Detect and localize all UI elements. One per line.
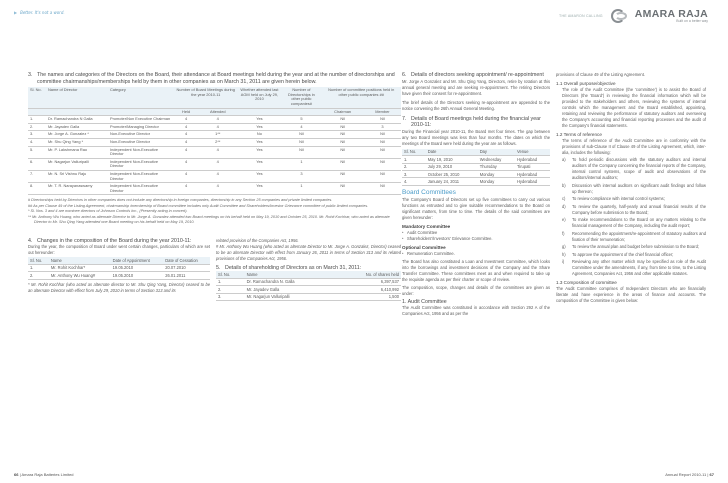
board-meetings-table: Sl. No. Date Day Venue 1. May 19, 2010 Wednesday Hyderabad 2. July 29, 2010 Thursday Tirupati 3. October 25, 2010 Monday Hyderabad 4. January 24, 2011 Monday Hyderabad: [402, 149, 550, 186]
list-item: i) Reviewing any other matter which may be specified as role of the Audit Committee under the amendments, if any, from time to time, to the Listing Agreement, Companies Act, 1956 and other applicable statutes.: [562, 259, 706, 276]
table-footnotes: # Directorships held by Directors in other companies does not include any directorship in foreign companies, directorship in any Section 25 companies and private limited companies. ## As per Clause 49 of the Listing Agreement, chairmanship /membership of Board committee includes only Audit Committee and Shareholders/Investor Grievance committee of public limited companies. * Sl. Nos. 3 and 4 are nominee directors of Johnson Controls Inc., (Presently acting in concert). ** Mr. Anthony Wu Huang, who acted as alternate Director to Mr. Jorge A. Gonzalez attended two Board meetings on his behalf held on May 19, 2010 and October 25, 2010. Mr. Rohit Kochhar, who acted as alternate Director to Mr. Shu Qing Yang attended one Board meeting on his behalf held on May 19, 2010.: [28, 198, 390, 225]
column-middle: 6. Details of directors seeking appointment/ re-appointment Mr. Jorge A Gonzalez and Mr. Shu Qing Yang, Directors, retire by rotation at this annual general meeting and are seeking re-appointment. The retiring Directors have given their consent for re-appointment. The brief details of the Directors seeking re-appointment are appended to the notice convening the 26th Annual General Meeting. 7. Details of Board meetings held during the financial year 2010-11: During the Financial year 2010-11, the Board met four times. The gap between any two Board meetings was less than four months. The dates on which the meetings of the Board were held during the year are as follows. Sl. No. Date Day Venue 1. May 19, 2010 Wednesday Hyderabad 2. July 29, 2010 Thursday Tirupati 3. October 25, 2010 Monday Hyderabad 4. January 24, 2011 Monday Hyderabad Board Committees The Company's Board of Directors set up five committees to carry out various functions as entrusted and to give suitable recommendations to the Board on significant matters, from time to time. The details of the said committees are given hereunder: Mandatory Committee • Audit Committee • Shareholders'/Investors' Grievance Committee. Optional Committee • Remuneration Committee. The Board has also constituted a Loan and Investment Committee, which looks into the borrowings and investment decisions of the Company and the Share Transfer Committee. These committees meet as and when required to take up the requisite agenda as per their charter or scope of review. The composition, scope, changes and details of the committees are given as under: 1. Audit Committee The Audit Committee was constituted in accordance with Section 292 A of the Companies Act, 1956 and as per the: [402, 72, 550, 317]
board-committees-heading: Board Committees: [402, 188, 456, 196]
section-6-title: 6. Details of directors seeking appointment/ re-appointment: [402, 72, 544, 78]
brand-name: AMARA RAJA Built on a better way: [634, 8, 708, 23]
table-row: 5. Mr. P. Lakshmana Rao Independent Non-Executive Director 4 4 Yes Nil Nil Nil: [28, 146, 401, 158]
list-item: f) Recommending the appointment/re-appointment of statutory auditors and fixation of their remuneration;: [562, 230, 706, 242]
table-row: 7. Mr. N. Sri Vishnu Raju Independent Non-Executive Director 4 4 Yes 3 Nil Nil: [28, 170, 401, 182]
list-item: d) To review the quarterly, half-yearly and annual financial results of the Company before submission to the Board;: [562, 203, 706, 215]
table-row: 2. July 29, 2010 Thursday Tirupati: [402, 163, 550, 170]
table-row: 8. Mr. T. R. Narayanaswamy Independent Non-Executive Director 4 4 Yes 1 Nil Nil: [28, 183, 401, 195]
table-row: 3. Mr. Nagarjun Valluripalli 1,500: [218, 294, 399, 300]
table-row: 1. Mr. Rohit Kochhar* 19.05.2010 20.07.2010: [28, 264, 210, 271]
table-row: 1. Dr. Ramachandra N Galla Promoter/Non Executive Chairman 4 4 Yes 5 Nil Nil: [28, 116, 401, 124]
table-row: 4. Mr. Shu Qing Yang * Non-Executive Director 4 2** Yes Nil Nil Nil: [28, 138, 401, 146]
list-item: a) To hold periodic discussions with the statutory auditors and internal auditors of the Company concerning the financial reports of the Company, internal control systems, scope of audit and observations of the auditors/internal auditors;: [562, 157, 706, 180]
th-name: Name of Director: [46, 87, 108, 108]
column-left: 3. The names and categories of the Directors on the Board, their attendance at Board meetings held during the year and at the number of directorships and committee chairmanships/memberships held by them in other companies as on March 31, 2011 are given herein below. Sl. No. Name of Director Category Number of Board Meetings during the year 2010-11 Whether attended last AGM held on July 29, 2010 Number of Directorships in other public companies# Number of committee positions held in other public companies ## Held Attended Chairman Member 1. Dr. Ramachandra N Galla Promoter/Non Executive Chairman 4 4 Yes 5 Nil Nil 2. Mr. Jayadev Galla Promoter/Managing Director 4 4 Yes 4 Nil 3 3. Mr. Jorge A. Gonzalez * Non-Executive Director 4 1** No Nil Nil Nil 4. Mr. Shu Qing Yang * Non-Executive Director 4 2** Yes Nil Nil Nil 5. Mr. P. Lakshmana Rao Independent Non-Executive Director 4 4 Yes Nil Nil Nil 6. Mr. Nagarjun Valluripalli Independent Non-Executive Director 4 4 Yes 1 Nil Nil 7. Mr. N. Sri Vishnu Raju Independent Non-Executive Director 4 4 Yes 3 Nil Nil 8. Mr. T. R. Narayanaswamy Independent Non-Executive Director 4 4 Yes 1 Nil Nil # Directorships held by Directors in other companies does not include any directorship in foreign companies, directorship in any Section 25 companies and private limited companies. ## As per Clause 49 of the Listing Agreement, chairmanship /membership of Board committee includes only Audit Committee and Shareholders/Investor Grievance committee of public limited companies. * Sl. Nos. 3 and 4 are nominee directors of Johnson Controls Inc., (Presently acting in concert). ** Mr. Anthony Wu Huang, who acted as alternate Director to Mr. Jorge A. Gonzalez attended two Board meetings on his behalf held on May 19, 2010 and October 25, 2010. Mr. Rohit Kochhar, who acted as alternate Director to Mr. Shu Qing Yang attended one Board meeting on his behalf held on May 19, 2010. 4. Changes in the composition of the Board during the year 2010-11: During the year, the composition of Board under went certain changes, particulars of which are set out hereunder: Sl. No. Name Date of Appointment Date of Cessation 1. Mr. Rohit Kochhar* 19.05.2010 20.07.2010 2. Mr. Anthony Wu Huang# 19.05.2010 26.01.2011 * Mr. Rohit Kochhar (who acted as alternate director to Mr. Shu Qing Yang, Director) ceased to be an alternate Director with effect from July 29, 2010 in terms of Section 313 and its related provision of the Companies Act, 1956. # Mr. Anthony Wu Huang (who acted as alternate Director to Mr. Jorge A. Gonzalez, Director) ceased to be an alternate Director with effect from January 26, 2011 in terms of Section 313 and its related provisions of the Companies Act, 1956. 5. Details of shareholding of Directors as on March 31, 2011: Sl. No. Name No. of shares held 1. Dr. Ramachandra N. Galla 6,397,537 2. Mr. Jayadev Galla 6,410,992 3. Mr. Nagarjun Valluripalli 1,500: [28, 72, 401, 300]
arrow-icon: ▶: [14, 10, 18, 15]
th-slno: Sl. No.: [28, 87, 46, 108]
table-row: 2. Mr. Anthony Wu Huang# 19.05.2010 26.01.2011: [28, 272, 210, 279]
footer-left: 66 | Amara Raja Batteries Limited: [14, 472, 74, 477]
table-row: 6. Mr. Nagarjun Valluripalli Independent Non-Executive Director 4 4 Yes 1 Nil Nil: [28, 158, 401, 170]
list-item: h) To approve the appointment of the chief financial officer;: [562, 251, 674, 257]
list-item: • Remuneration Committee.: [407, 251, 550, 257]
list-item: c) To review compliance with internal control systems;: [562, 196, 665, 201]
th-meetings: Number of Board Meetings during the year 2010-11: [174, 87, 237, 108]
header-brand: [559, 7, 708, 25]
section-3-title: 3. The names and categories of the Directors on the Board, their attendance at Board meetings held during the year and at the number of directorships and committee chairmanships/memberships held by them in other companies as on March 31, 2011 are given herein below.: [28, 72, 395, 85]
directors-table: Sl. No. Name of Director Category Number of Board Meetings during the year 2010-11 Whether attended last AGM held on July 29, 2010 Number of Directorships in other public companies# Number of committee positions held in other public companies ## Held Attended Chairman Member 1. Dr. Ramachandra N Galla Promoter/Non Executive Chairman 4 4 Yes 5 Nil Nil 2. Mr. Jayadev Galla Promoter/Managing Director 4 4 Yes 4 Nil 3 3. Mr. Jorge A. Gonzalez * Non-Executive Director 4 1** No Nil Nil Nil 4. Mr. Shu Qing Yang * Non-Executive Director 4 2** Yes Nil Nil Nil 5. Mr. P. Lakshmana Rao Independent Non-Executive Director 4 4 Yes Nil Nil Nil 6. Mr. Nagarjun Valluripalli Independent Non-Executive Director 4 4 Yes 1 Nil Nil 7. Mr. N. Sri Vishnu Raju Independent Non-Executive Director 4 4 Yes 3 Nil Nil 8. Mr. T. R. Narayanaswamy Independent Non-Executive Director 4 4 Yes 1 Nil Nil: [28, 87, 401, 195]
audit-committee-title: 1. Audit Committee: [402, 298, 447, 305]
list-item: • Shareholders'/Investors' Grievance Committee.: [407, 236, 550, 242]
optional-list: [402, 251, 550, 257]
table-row: 4. January 24, 2011 Monday Hyderabad: [402, 178, 550, 185]
list-item: b) Discussion with internal auditors on significant audit findings and follow up thereon;: [562, 182, 706, 194]
th-directorships: Number of Directorships in other public companies#: [281, 87, 321, 108]
calling-text: THE AMARON CALLING: [559, 14, 603, 18]
th-agm: Whether attended last AGM held on July 29, 2010: [237, 87, 281, 108]
table-row: 3. October 25, 2010 Monday Hyderabad: [402, 170, 550, 177]
column-right: provisions of Clause 49 of the Listing Agreement. 1.1 Overall purpose/objective The role of the Audit Committee (the 'committee') is to assist the Board of Directors (the 'Board') in reviewing the financial information which will be provided to the stakeholders and others, reviewing the systems of internal controls which the management and the Board established, appointing, retaining and reviewing the performance of statutory auditors and overseeing the Company's accounting and financial reporting processes and the audit of the Company's financial statements. 1.2 Terms of reference The terms of reference of the Audit Committee are in conformity with the provisions of sub-Clause II of Clause 49 of the Listing Agreement, which, inter-alia, includes the following: a) To hold periodic discussions with the statutory auditors and internal auditors of the Company concerning the financial reports of the Company, internal control systems, scope of audit and observations of the auditors/internal auditors; b) Discussion with internal auditors on significant audit findings and follow up thereon; c) To review compliance with internal control systems; d) To review the quarterly, half-yearly and annual financial results of the Company before submission to the Board; e) To make recommendations to the Board on any matters relating to the financial management of the Company, including the audit report; f) Recommending the appointment/re-appointment of statutory auditors and fixation of their remuneration; g) To review the annual plan and budget before submission to the Board; h) To approve the appointment of the chief financial officer; i) Reviewing any other matter which may be specified as role of the Audit Committee under the amendments, if any, from time to time, to the Listing Agreement, Companies Act, 1956 and other applicable statutes. 1.3 Composition of committee The Audit Committee comprises of Independent Directors who are financially literate and have experience in the areas of finance and accounts. The composition of the Committee is given below:: [556, 72, 706, 303]
section-5-title: 5. Details of shareholding of Directors as on March 31, 2011:: [216, 264, 362, 271]
mandatory-list: [402, 230, 550, 242]
list-item: • Audit Committee: [407, 230, 550, 236]
header-tagline: ▶ Better. It's not a word.: [14, 10, 65, 15]
list-item: g) To review the annual plan and budget before submission to the Board;: [562, 244, 699, 249]
table-row: 1. Dr. Ramachandra N. Galla 6,397,537: [218, 279, 399, 285]
amara-raja-logo-icon: [609, 7, 631, 25]
list-item: e) To make recommendations to the Board on any matters relating to the financial management of the Company, including the audit report;: [562, 217, 706, 228]
table-row: 2. Mr. Jayadev Galla 6,410,992: [218, 286, 399, 292]
board-changes-table: Sl. No. Name Date of Appointment Date of Cessation 1. Mr. Rohit Kochhar* 19.05.2010 20.07.2010 2. Mr. Anthony Wu Huang# 19.05.2010 26.01.2011: [28, 257, 210, 279]
section-7-title: 7. Details of Board meetings held during the financial year 2010-11:: [402, 115, 541, 129]
terms-list: [556, 157, 706, 277]
th-committee: Number of committee positions held in other public companies ##: [321, 87, 401, 108]
section-4-title: 4. Changes in the composition of the Board during the year 2010-11:: [28, 237, 192, 244]
table-row: 2. Mr. Jayadev Galla Promoter/Managing Director 4 4 Yes 4 Nil 3: [28, 123, 401, 131]
table-row: 3. Mr. Jorge A. Gonzalez * Non-Executive Director 4 1** No Nil Nil Nil: [28, 131, 401, 139]
footer-right: Annual Report 2010-11 | 67: [665, 472, 714, 477]
table-row: 1. May 19, 2010 Wednesday Hyderabad: [402, 156, 550, 163]
th-category: Category: [108, 87, 174, 108]
shareholding-table: Sl. No. Name No. of shares held 1. Dr. Ramachandra N. Galla 6,397,537 2. Mr. Jayadev Galla 6,410,992 3. Mr. Nagarjun Valluripalli 1,500: [218, 271, 399, 300]
